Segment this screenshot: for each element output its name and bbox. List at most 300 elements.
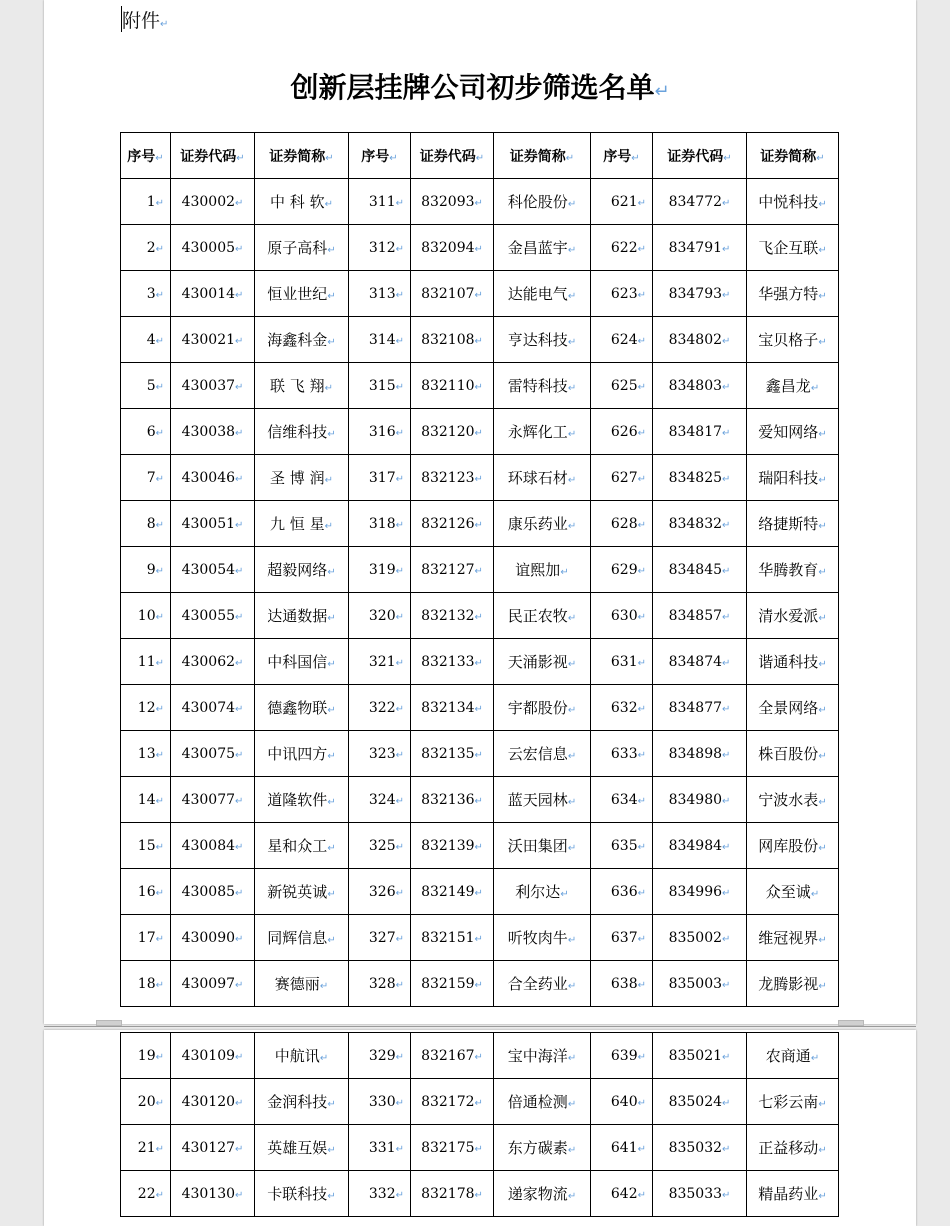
paragraph-mark: ↵ (395, 1051, 404, 1063)
paragraph-mark: ↵ (637, 519, 646, 531)
cell-text: 319 (368, 561, 396, 578)
cell-code (653, 271, 747, 317)
paragraph-mark: ↵ (155, 841, 164, 853)
cell-text: 17 (137, 929, 156, 946)
paragraph-mark: ↵ (722, 1051, 731, 1063)
cell-name (747, 961, 839, 1007)
paragraph-mark: ↵ (395, 1097, 404, 1109)
paragraph-mark: ↵ (389, 152, 398, 164)
cell-text: 20 (137, 1093, 156, 1110)
cell-name (747, 823, 839, 869)
cell-text: 835002 (668, 929, 723, 946)
paragraph-mark: ↵ (637, 657, 646, 669)
paragraph-mark: ↵ (474, 1143, 483, 1155)
cell-seq (591, 501, 653, 547)
paragraph-mark: ↵ (235, 979, 244, 991)
cell-text: 环球石材 (507, 469, 568, 487)
cell-text: 628 (610, 515, 638, 532)
paragraph-mark: ↵ (155, 197, 164, 209)
paragraph-mark: ↵ (325, 152, 334, 164)
paragraph-mark: ↵ (327, 291, 336, 302)
paragraph-mark: ↵ (395, 657, 404, 669)
cell-text: 22 (137, 1185, 156, 1202)
paragraph-mark: ↵ (395, 887, 404, 899)
paragraph-mark: ↵ (567, 291, 577, 302)
header-text: 序号 (361, 148, 390, 165)
cell-seq (349, 501, 411, 547)
table-row (121, 1125, 839, 1171)
paragraph-mark: ↵ (810, 383, 820, 394)
paragraph-mark: ↵ (319, 981, 329, 992)
paragraph-mark: ↵ (155, 703, 164, 715)
cell-name (255, 731, 349, 777)
header-text: 序号 (127, 148, 156, 165)
cell-text: 834845 (668, 561, 723, 578)
cell-code (411, 961, 494, 1007)
company-list-table-continued (120, 1032, 839, 1217)
paragraph-mark: ↵ (818, 199, 827, 210)
table-row (121, 363, 839, 409)
cell-seq (349, 1033, 411, 1079)
cell-seq (349, 409, 411, 455)
cell-text: 834984 (668, 837, 723, 854)
paragraph-mark: ↵ (722, 749, 731, 761)
paragraph-mark: ↵ (235, 243, 244, 255)
paragraph-mark: ↵ (235, 841, 244, 853)
paragraph-mark: ↵ (474, 795, 483, 807)
paragraph-mark: ↵ (395, 1143, 404, 1155)
cell-text: 311 (368, 193, 396, 210)
paragraph-mark: ↵ (637, 703, 646, 715)
cell-seq (121, 455, 171, 501)
paragraph-mark: ↵ (816, 152, 825, 164)
cell-text: 5 (146, 377, 156, 394)
cell-text: 卡联科技 (267, 1185, 328, 1203)
cell-text: 众至诚 (765, 883, 811, 901)
cell-seq (349, 593, 411, 639)
cell-code (171, 823, 255, 869)
cell-code (411, 639, 494, 685)
cell-code (171, 455, 255, 501)
cell-text: 626 (610, 423, 638, 440)
paragraph-mark: ↵ (810, 1053, 820, 1064)
cell-text: 631 (610, 653, 638, 670)
paragraph-mark: ↵ (474, 565, 483, 577)
paragraph-mark: ↵ (637, 611, 646, 623)
cell-text: 637 (610, 929, 638, 946)
cell-text: 递家物流 (507, 1185, 568, 1203)
cell-text: 834793 (668, 285, 723, 302)
cell-name (747, 1033, 839, 1079)
cell-text: 629 (610, 561, 638, 578)
paragraph-mark: ↵ (155, 1189, 164, 1201)
cell-text: 1 (146, 193, 156, 210)
table-row (121, 823, 839, 869)
cell-text: 627 (610, 469, 638, 486)
cell-name (747, 501, 839, 547)
cell-text: 8 (146, 515, 156, 532)
cell-seq (349, 685, 411, 731)
cell-text: 雷特科技 (507, 377, 568, 395)
paragraph-mark: ↵ (395, 427, 404, 439)
document-page-2 (44, 1030, 916, 1226)
paragraph-mark: ↵ (235, 657, 244, 669)
paragraph-mark: ↵ (327, 797, 336, 808)
cell-text: 642 (610, 1185, 638, 1202)
table-row (121, 731, 839, 777)
paragraph-mark: ↵ (637, 933, 646, 945)
table-row (121, 639, 839, 685)
cell-text: 834802 (668, 331, 723, 348)
cell-text: 10 (137, 607, 156, 624)
paragraph-mark: ↵ (818, 567, 827, 578)
cell-text: 632 (610, 699, 638, 716)
cell-code (171, 1171, 255, 1217)
cell-text: 430054 (181, 561, 236, 578)
cell-code (411, 731, 494, 777)
paragraph-mark: ↵ (235, 473, 244, 485)
paragraph-mark: ↵ (395, 933, 404, 945)
cell-seq (591, 915, 653, 961)
cell-seq (349, 915, 411, 961)
cell-seq (591, 685, 653, 731)
paragraph-mark: ↵ (327, 1145, 336, 1156)
cell-name (494, 1033, 591, 1079)
cell-name (747, 1125, 839, 1171)
paragraph-mark: ↵ (474, 611, 483, 623)
cell-seq (121, 225, 171, 271)
paragraph-mark: ↵ (818, 705, 827, 716)
paragraph-mark: ↵ (567, 475, 577, 486)
cell-text: 834857 (668, 607, 723, 624)
table-row (121, 501, 839, 547)
cell-seq (121, 317, 171, 363)
cell-name (747, 639, 839, 685)
paragraph-mark: ↵ (722, 1189, 731, 1201)
cell-code (411, 225, 494, 271)
cell-name (255, 685, 349, 731)
cell-text: 316 (368, 423, 396, 440)
cell-text: 鑫昌龙 (765, 377, 811, 395)
cell-name (747, 179, 839, 225)
cell-text: 谐通科技 (758, 653, 819, 671)
cell-text: 新锐英诚 (267, 883, 328, 901)
cell-text: 834874 (668, 653, 723, 670)
cell-name (747, 1171, 839, 1217)
cell-name (494, 731, 591, 777)
paragraph-mark: ↵ (235, 933, 244, 945)
cell-text: 11 (137, 653, 156, 670)
cell-code (653, 731, 747, 777)
cell-code (171, 547, 255, 593)
paragraph-mark: ↵ (324, 383, 333, 394)
column-header (591, 133, 653, 179)
cell-seq (591, 639, 653, 685)
cell-text: 英雄互娱 (267, 1139, 328, 1157)
paragraph-mark: ↵ (637, 1143, 646, 1155)
paragraph-mark: ↵ (155, 473, 164, 485)
paragraph-mark: ↵ (637, 1097, 646, 1109)
cell-text: 832178 (421, 1185, 475, 1202)
cell-name (494, 869, 591, 915)
paragraph-mark: ↵ (327, 889, 336, 900)
cell-name (494, 225, 591, 271)
cell-seq (349, 1079, 411, 1125)
cell-name (494, 455, 591, 501)
cell-text: 3 (146, 285, 156, 302)
cell-text: 瑞阳科技 (758, 469, 819, 487)
paragraph-mark: ↵ (637, 1051, 646, 1063)
cell-code (653, 593, 747, 639)
table-row (121, 1171, 839, 1217)
paragraph-mark: ↵ (637, 1189, 646, 1201)
paragraph-mark: ↵ (474, 749, 483, 761)
paragraph-mark: ↵ (324, 475, 333, 486)
paragraph-mark: ↵ (637, 427, 646, 439)
column-header (494, 133, 591, 179)
paragraph-mark: ↵ (395, 1189, 404, 1201)
paragraph-mark: ↵ (722, 657, 731, 669)
column-header (747, 133, 839, 179)
paragraph-mark: ↵ (155, 749, 164, 761)
cell-name (494, 593, 591, 639)
paragraph-mark: ↵ (567, 245, 577, 256)
cell-text: 834803 (668, 377, 723, 394)
paragraph-mark: ↵ (560, 567, 569, 578)
paragraph-mark: ↵ (155, 1051, 164, 1063)
cell-text: 430038 (181, 423, 236, 440)
cell-name (494, 915, 591, 961)
cell-code (411, 685, 494, 731)
cell-text: 640 (610, 1093, 638, 1110)
paragraph-mark: ↵ (474, 335, 483, 347)
paragraph-mark: ↵ (567, 613, 577, 624)
cell-text: 330 (368, 1093, 396, 1110)
paragraph-mark: ↵ (722, 933, 731, 945)
cell-text: 832135 (421, 745, 475, 762)
cell-code (653, 961, 747, 1007)
paragraph-mark: ↵ (235, 381, 244, 393)
paragraph-mark: ↵ (155, 657, 164, 669)
cell-code (411, 869, 494, 915)
cell-code (171, 271, 255, 317)
paragraph-mark: ↵ (818, 613, 827, 624)
cell-code (411, 179, 494, 225)
cell-name (747, 547, 839, 593)
cell-seq (591, 593, 653, 639)
cell-text: 832108 (421, 331, 475, 348)
cell-text: 835003 (668, 975, 723, 992)
column-header (411, 133, 494, 179)
paragraph-mark: ↵ (235, 289, 244, 301)
paragraph-mark: ↵ (474, 841, 483, 853)
paragraph-mark: ↵ (567, 337, 577, 348)
cell-seq (121, 869, 171, 915)
paragraph-mark: ↵ (395, 611, 404, 623)
cell-code (653, 225, 747, 271)
cell-code (653, 179, 747, 225)
cell-seq (349, 777, 411, 823)
cell-text: 蓝天园林 (507, 791, 568, 809)
cell-text: 832120 (421, 423, 475, 440)
paragraph-mark: ↵ (235, 197, 244, 209)
cell-seq (121, 1079, 171, 1125)
cell-name (494, 501, 591, 547)
cell-name (255, 501, 349, 547)
cell-text: 利尔达 (515, 883, 561, 901)
paragraph-mark: ↵ (327, 751, 336, 762)
cell-name (255, 1079, 349, 1125)
cell-text: 金昌蓝宇 (507, 239, 568, 257)
cell-text: 832126 (421, 515, 475, 532)
cell-text: 达能电气 (507, 285, 568, 303)
cell-text: 832107 (421, 285, 475, 302)
cell-text: 430109 (181, 1047, 236, 1064)
cell-name (255, 317, 349, 363)
paragraph-mark: ↵ (818, 1191, 827, 1202)
cell-name (747, 915, 839, 961)
cell-seq (121, 1171, 171, 1217)
cell-seq (591, 1033, 653, 1079)
cell-seq (591, 1125, 653, 1171)
paragraph-mark: ↵ (722, 887, 731, 899)
cell-code (653, 547, 747, 593)
cell-seq (349, 547, 411, 593)
cell-seq (591, 179, 653, 225)
cell-seq (591, 869, 653, 915)
cell-text: 636 (610, 883, 638, 900)
paragraph-mark: ↵ (395, 473, 404, 485)
cell-code (653, 777, 747, 823)
paragraph-mark: ↵ (722, 979, 731, 991)
cell-text: 329 (368, 1047, 396, 1064)
table-row (121, 409, 839, 455)
cell-text: 同辉信息 (267, 929, 328, 947)
cell-text: 322 (368, 699, 396, 716)
paragraph-mark: ↵ (722, 795, 731, 807)
cell-name (747, 731, 839, 777)
cell-text: 835032 (668, 1139, 723, 1156)
table-row (121, 547, 839, 593)
attachment-label: 附件↵ (122, 10, 169, 32)
cell-name (494, 179, 591, 225)
cell-name (747, 363, 839, 409)
cell-text: 834791 (668, 239, 723, 256)
cell-text: 430062 (181, 653, 236, 670)
cell-text: 中航讯 (274, 1047, 320, 1065)
paragraph-mark: ↵ (722, 1143, 731, 1155)
cell-text: 达通数据 (267, 607, 328, 625)
paragraph-mark: ↵ (818, 245, 827, 256)
cell-text: 民正农牧 (507, 607, 568, 625)
paragraph-mark: ↵ (324, 199, 333, 210)
cell-text: 430074 (181, 699, 236, 716)
paragraph-mark: ↵ (722, 519, 731, 531)
cell-name (255, 1171, 349, 1217)
cell-text: 430090 (181, 929, 236, 946)
cell-name (494, 409, 591, 455)
cell-text: 15 (137, 837, 156, 854)
table-row (121, 1079, 839, 1125)
cell-text: 6 (146, 423, 156, 440)
paragraph-mark: ↵ (155, 1143, 164, 1155)
cell-text: 834825 (668, 469, 723, 486)
cell-text: 宝贝格子 (758, 331, 819, 349)
cell-text: 谊熙加 (515, 561, 561, 579)
cell-code (411, 777, 494, 823)
cell-text: 312 (368, 239, 396, 256)
cell-text: 635 (610, 837, 638, 854)
cell-code (171, 1079, 255, 1125)
cell-text: 中科国信 (267, 653, 328, 671)
cell-text: 华强方特 (758, 285, 819, 303)
paragraph-mark: ↵ (567, 199, 577, 210)
cell-code (171, 179, 255, 225)
paragraph-mark: ↵ (637, 841, 646, 853)
cell-name (747, 777, 839, 823)
paragraph-mark: ↵ (722, 841, 731, 853)
cell-text: 430005 (181, 239, 236, 256)
cell-seq (591, 961, 653, 1007)
paragraph-mark: ↵ (637, 473, 646, 485)
cell-seq (591, 777, 653, 823)
cell-code (653, 685, 747, 731)
cell-seq (121, 501, 171, 547)
cell-seq (349, 731, 411, 777)
cell-name (255, 1125, 349, 1171)
cell-text: 430127 (181, 1139, 236, 1156)
cell-text: 中悦科技 (758, 193, 819, 211)
paragraph-mark: ↵ (235, 1143, 244, 1155)
header-text: 序号 (603, 148, 632, 165)
cell-text: 638 (610, 975, 638, 992)
cell-text: 624 (610, 331, 638, 348)
paragraph-mark: ↵ (637, 749, 646, 761)
paragraph-mark: ↵ (818, 475, 827, 486)
paragraph-mark: ↵ (474, 887, 483, 899)
cell-name (494, 363, 591, 409)
cell-code (653, 1033, 747, 1079)
cell-text: 亨达科技 (507, 331, 568, 349)
cell-text: 430097 (181, 975, 236, 992)
cell-text: 网库股份 (758, 837, 819, 855)
cell-text: 7 (146, 469, 156, 486)
cell-text: 13 (137, 745, 156, 762)
paragraph-mark: ↵ (818, 935, 827, 946)
cell-code (171, 409, 255, 455)
cell-seq (591, 363, 653, 409)
cell-code (411, 1125, 494, 1171)
paragraph-mark: ↵ (327, 245, 336, 256)
paragraph-mark: ↵ (474, 1051, 483, 1063)
paragraph-mark: ↵ (155, 289, 164, 301)
cell-text: 832110 (421, 377, 475, 394)
paragraph-mark: ↵ (818, 429, 827, 440)
cell-name (494, 1171, 591, 1217)
page-corner-mark (96, 1020, 122, 1026)
cell-seq (349, 271, 411, 317)
cell-text: 清水爱派 (758, 607, 819, 625)
paragraph-mark: ↵ (474, 1097, 483, 1109)
paragraph-mark: ↵ (818, 291, 827, 302)
cell-text: 835021 (668, 1047, 723, 1064)
table-header-row (121, 133, 839, 179)
cell-text: 东方碳素 (507, 1139, 568, 1157)
paragraph-mark: ↵ (818, 659, 827, 670)
cell-code (653, 915, 747, 961)
paragraph-mark: ↵ (722, 611, 731, 623)
cell-text: 16 (137, 883, 156, 900)
